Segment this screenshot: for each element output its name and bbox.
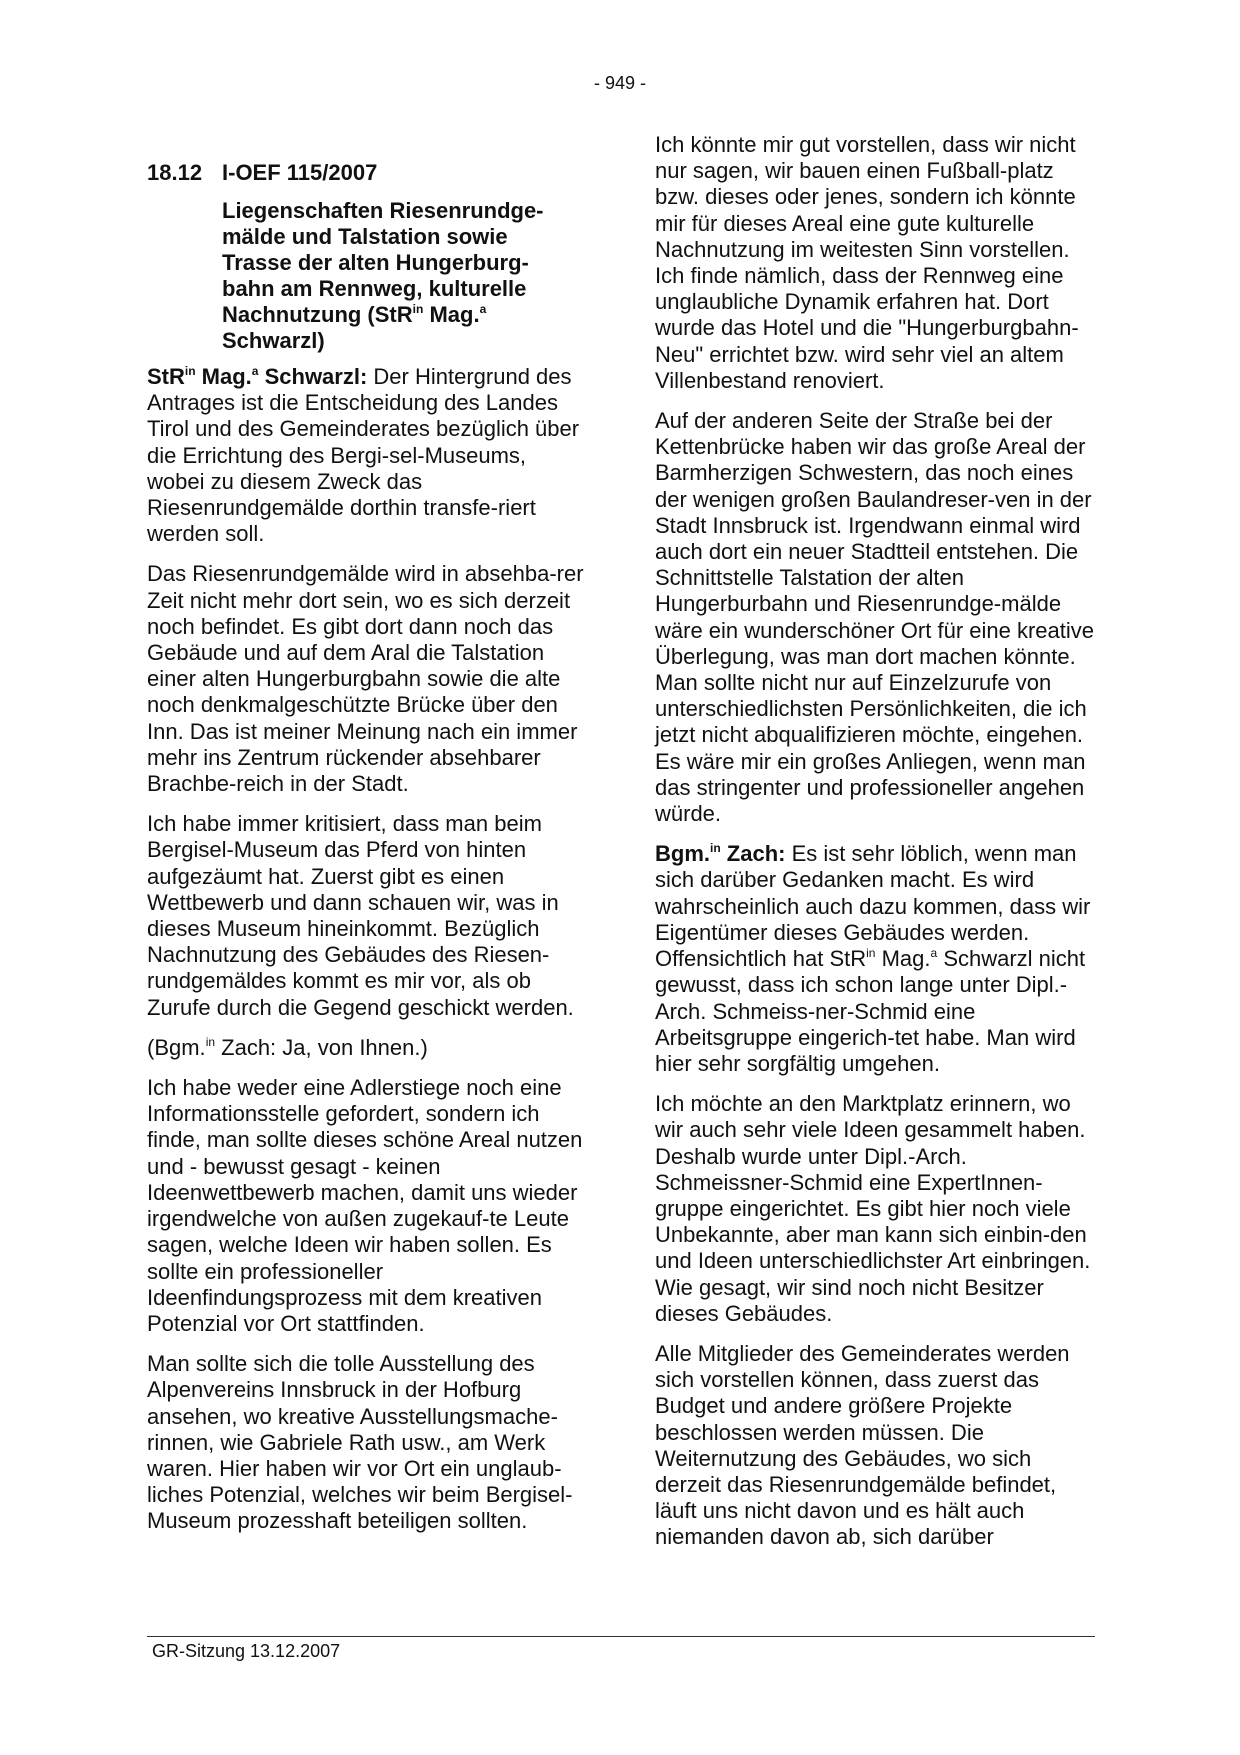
page-number: - 949 -	[593, 73, 647, 93]
paragraph: Auf der anderen Seite der Straße bei der Kettenbrücke haben wir das große Areal der Barmherzigen Schwestern, das noch eines der wenigen großen Baulandreser-ven in der Stadt Innsbruck ist. Irgendwann einmal wird auch dort ein neuer Stadtteil entstehen. Die Schnittstelle Talstation der alten Hungerburbahn und Riesenrundge-mälde wäre ein wunderschöner Ort für eine kreative Überlegung, was man dort machen könnte. Man sollte nicht nur auf Einzelzurufe von unterschiedlichsten Persönlichkeiten, die ich jetzt nicht abqualifizieren möchte, eingehen. Es wäre mir ein großes Anliegen, wenn man das stringenter und professioneller angehen würde.	[655, 408, 1094, 827]
agenda-item-code: I-OEF 115/2007	[222, 160, 378, 185]
paragraph: Das Riesenrundgemälde wird in absehba-rer Zeit nicht mehr dort sein, wo es sich derzeit noch befindet. Es gibt dort dann noch das Gebäude und auf dem Aral die Talstation einer alten Hungerburgbahn sowie die alte noch denkmalgeschützte Brücke über den Inn. Das ist meiner Meinung nach ein immer mehr ins Zentrum rückender absehbarer Brachbe-reich in der Stadt.	[147, 561, 584, 797]
agenda-item-title	[222, 198, 587, 354]
title-line: Liegenschaften Riesenrundge-	[222, 198, 544, 223]
paragraph: Ich habe weder eine Adlerstiege noch eine Informationsstelle gefordert, sondern ich finde, man sollte dieses schöne Areal nutzen und - bewusst gesagt - keinen Ideenwettbewerb machen, damit uns wieder irgendwelche von außen zugekauf-te Leute sagen, welche Ideen wir haben sollen. Es sollte ein professioneller Ideenfindungsprozess mit dem kreativen Potenzial vor Ort stattfinden.	[147, 1075, 583, 1336]
paragraph: Ich könnte mir gut vorstellen, dass wir nicht nur sagen, wir bauen einen Fußball-platz bzw. dieses oder jenes, sondern ich könnte mir für dieses Areal eine gute kulturelle Nachnutzung im weitesten Sinn vorstellen. Ich finde nämlich, dass der Rennweg eine unglaubliche Dynamik erfahren hat. Dort wurde das Hotel und die "Hungerburgbahn-Neu" errichtet bzw. wird sehr viel an altem Villenbestand renoviert.	[655, 132, 1079, 393]
agenda-item-heading	[147, 160, 587, 186]
title-line: Trasse der alten Hungerburg-	[222, 250, 529, 275]
speaker-name: Bgm.$^{in}$ Zach:	[655, 841, 786, 867]
paragraph: Alle Mitglieder des Gemeinderates werden sich vorstellen können, dass zuerst das Budget und andere größere Projekte beschlossen werden müssen. Die Weiternutzung des Gebäudes, wo sich derzeit das Riesenrundgemälde befindet, läuft uns nicht davon und es hält auch niemanden davon ab, sich darüber	[655, 1340, 1070, 1550]
paragraph-zach-response: Bgm.$^{in}$ Zach: Es ist sehr löblich, wenn man sich darüber Gedanken macht. Es wird wahrscheinlich auch dazu kommen, dass wir Eigentümer dieses Gebäudes werden. Offensichtlich hat StR$^{in}$ Mag.$^a$ Schwarzl nicht gewusst, dass ich schon lange unter Dipl.-Arch. Schmeiss-ner-Schmid eine Arbeitsgruppe eingerich-tet habe. Man wird hier sehr sorgfältig umgehen.	[655, 841, 1091, 1076]
paragraph: Man sollte sich die tolle Ausstellung des Alpenvereins Innsbruck in der Hofburg ansehen, wo kreative Ausstellungsmache-rinnen, wie Gabriele Rath usw., am Werk waren. Hier haben wir vor Ort ein unglaub-liches Potenzial, welches wir beim Bergisel-Museum prozesshaft beteiligen sollten.	[147, 1351, 573, 1534]
footer-divider	[147, 1636, 1095, 1637]
paragraph: Ich habe immer kritisiert, dass man beim Bergisel-Museum das Pferd von hinten aufgezäumt hat. Zuerst gibt es einen Wettbewerb und dann schauen wir, was in dieses Museum hineinkommt. Bezüglich Nachnutzung des Gebäudes des Riesen-rundgemäldes kommt es mir vor, als ob Zurufe durch die Gegend geschickt werden.	[147, 811, 574, 1020]
paragraph: Ich möchte an den Marktplatz erinnern, wo wir auch sehr viele Ideen gesammelt haben. Deshalb wurde unter Dipl.-Arch. Schmeissner-Schmid eine ExpertInnen-gruppe eingerichtet. Es gibt hier noch viele Unbekannte, aber man kann sich einbin-den und Ideen unterschiedlichster Art einbringen. Wie gesagt, wir sind noch nicht Besitzer dieses Gebäudes.	[655, 1091, 1091, 1326]
speaker-name: StR$^{in}$ Mag.$^a$ Schwarzl:	[147, 364, 368, 389]
agenda-item-number: 18.12	[147, 160, 203, 185]
left-column	[147, 148, 587, 1549]
title-line: bahn am Rennweg, kulturelle	[222, 276, 527, 301]
right-column	[655, 132, 1095, 1565]
interjection: (Bgm.$^{in}$ Zach: Ja, von Ihnen.)	[147, 1034, 428, 1060]
title-line: Schwarzl)	[222, 328, 325, 353]
footer-session-date: GR-Sitzung 13.12.2007	[152, 1641, 341, 1661]
title-line: mälde und Talstation sowie	[222, 224, 508, 249]
paragraph-schwarzl-intro: StR$^{in}$ Mag.$^a$ Schwarzl: Der Hintergrund des Antrages ist die Entscheidung des Landes Tirol und des Gemeinderates bezüglich über die Errichtung des Bergi-sel-Museums, wobei zu diesem Zweck das Riesenrundgemälde dorthin transfe-riert werden soll.	[147, 364, 580, 547]
title-line: Nachnutzung (StR$^{in}$ Mag.$^a$	[222, 302, 487, 327]
